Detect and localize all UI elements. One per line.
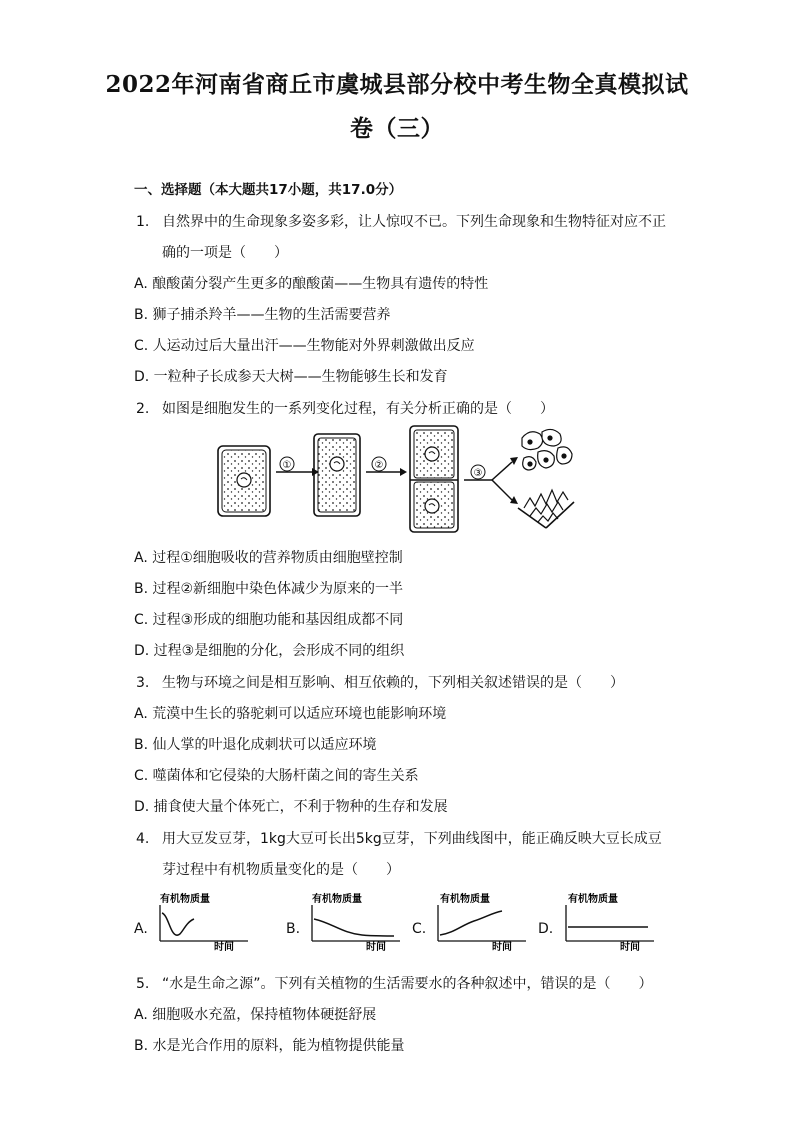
graph-b-ylabel: 有机物质量 (312, 894, 362, 905)
option-5a: A. 细胞吸水充盈，保持植物体硬挺舒展 (134, 1007, 377, 1023)
question-5-stem (136, 975, 653, 993)
option-1c: C. 人运动过后大量出汗——生物能对外界刺激做出反应 (134, 338, 475, 354)
graph-a-letter: A. (134, 921, 148, 937)
option-1a: A. 酿酸菌分裂产生更多的酿酸菌——生物具有遗传的特性 (134, 276, 489, 292)
tissue-rounded-cells-icon (522, 429, 572, 470)
question-text: 如图是细胞发生的一系列变化过程，有关分析正确的是（ ） (162, 401, 554, 417)
title-line-2: 卷（三） (350, 115, 444, 142)
graph-c-letter: C. (412, 921, 427, 937)
question-2-stem (136, 400, 554, 418)
divided-cells-icon (410, 426, 458, 532)
option-5b: B. 水是光合作用的原料，能为植物提供能量 (134, 1038, 405, 1054)
graph-c-xlabel: 时间 (492, 942, 512, 953)
graph-c (428, 889, 548, 953)
graph-d (556, 889, 666, 953)
option-3c: C. 噬菌体和它侵染的大肠杆菌之间的寄生关系 (134, 768, 419, 784)
label-process-2: ② (374, 460, 384, 471)
question-3-stem (136, 674, 624, 692)
question-number: 1. (136, 214, 150, 230)
question-text: “水是生命之源”。下列有关植物的生活需要水的各种叙述中，错误的是（ ） (162, 976, 653, 992)
question-text: 用大豆发豆芽，1kg大豆可长出5kg豆芽，下列曲线图中，能正确反映大豆长成豆 (162, 831, 662, 847)
option-2a: A. 过程①细胞吸收的营养物质由细胞壁控制 (134, 550, 403, 566)
graph-b-xlabel: 时间 (366, 942, 386, 953)
graph-a-ylabel: 有机物质量 (160, 894, 210, 905)
graph-d-ylabel: 有机物质量 (568, 894, 618, 905)
title-line-1: 2022年河南省商丘市虞城县部分校中考生物全真模拟试 (105, 71, 689, 98)
option-2c: C. 过程③形成的细胞功能和基因组成都不同 (134, 612, 404, 628)
option-3b: B. 仙人掌的叶退化成刺状可以适应环境 (134, 737, 377, 753)
label-process-1: ① (282, 460, 292, 471)
graph-a-curve (162, 913, 194, 935)
label-process-3: ③ (473, 468, 483, 479)
graph-c-curve (440, 911, 502, 935)
tissue-elongated-cells-icon (518, 490, 574, 528)
question-4-stem (136, 830, 662, 848)
option-1d: D. 一粒种子长成参天大树——生物能够生长和发育 (134, 369, 448, 385)
cell-1-icon (218, 446, 270, 516)
process-3-arrow-icon (464, 457, 518, 504)
process-2-arrow-icon (366, 457, 407, 476)
section-heading: 一、选择题（本大题共17小题，共17.0分） (134, 182, 403, 198)
question-text: 生物与环境之间是相互影响、相互依赖的，下列相关叙述错误的是（ ） (162, 675, 624, 691)
option-3d: D. 捕食使大量个体死亡，不利于物种的生存和发展 (134, 799, 448, 815)
graph-b (302, 889, 422, 953)
question-4-stem-cont: 芽过程中有机物质量变化的是（ ） (162, 862, 400, 878)
option-2d: D. 过程③是细胞的分化，会形成不同的组织 (134, 643, 405, 659)
question-number: 2. (136, 401, 150, 417)
graph-c-ylabel: 有机物质量 (440, 894, 490, 905)
graph-d-letter: D. (538, 921, 554, 937)
graph-b-letter: B. (286, 921, 301, 937)
question-number: 4. (136, 831, 150, 847)
graph-d-xlabel: 时间 (620, 942, 640, 953)
graph-b-curve (314, 919, 394, 936)
option-2b: B. 过程②新细胞中染色体减少为原来的一半 (134, 581, 404, 597)
question-number: 3. (136, 675, 150, 691)
cell-division-figure (212, 424, 594, 536)
question-text: 自然界中的生命现象多姿多彩，让人惊叹不已。下列生命现象和生物特征对应不正 (162, 214, 666, 230)
question-1-stem-cont: 确的一项是（ ） (162, 245, 288, 261)
question-1-stem (136, 213, 666, 231)
cell-2-icon (314, 434, 360, 516)
option-3a: A. 荒漠中生长的骆驼刺可以适应环境也能影响环境 (134, 706, 447, 722)
option-1b: B. 狮子捕杀羚羊——生物的生活需要营养 (134, 307, 391, 323)
question-number: 5. (136, 976, 150, 992)
graph-a-xlabel: 时间 (214, 942, 234, 953)
graph-a (150, 889, 270, 953)
